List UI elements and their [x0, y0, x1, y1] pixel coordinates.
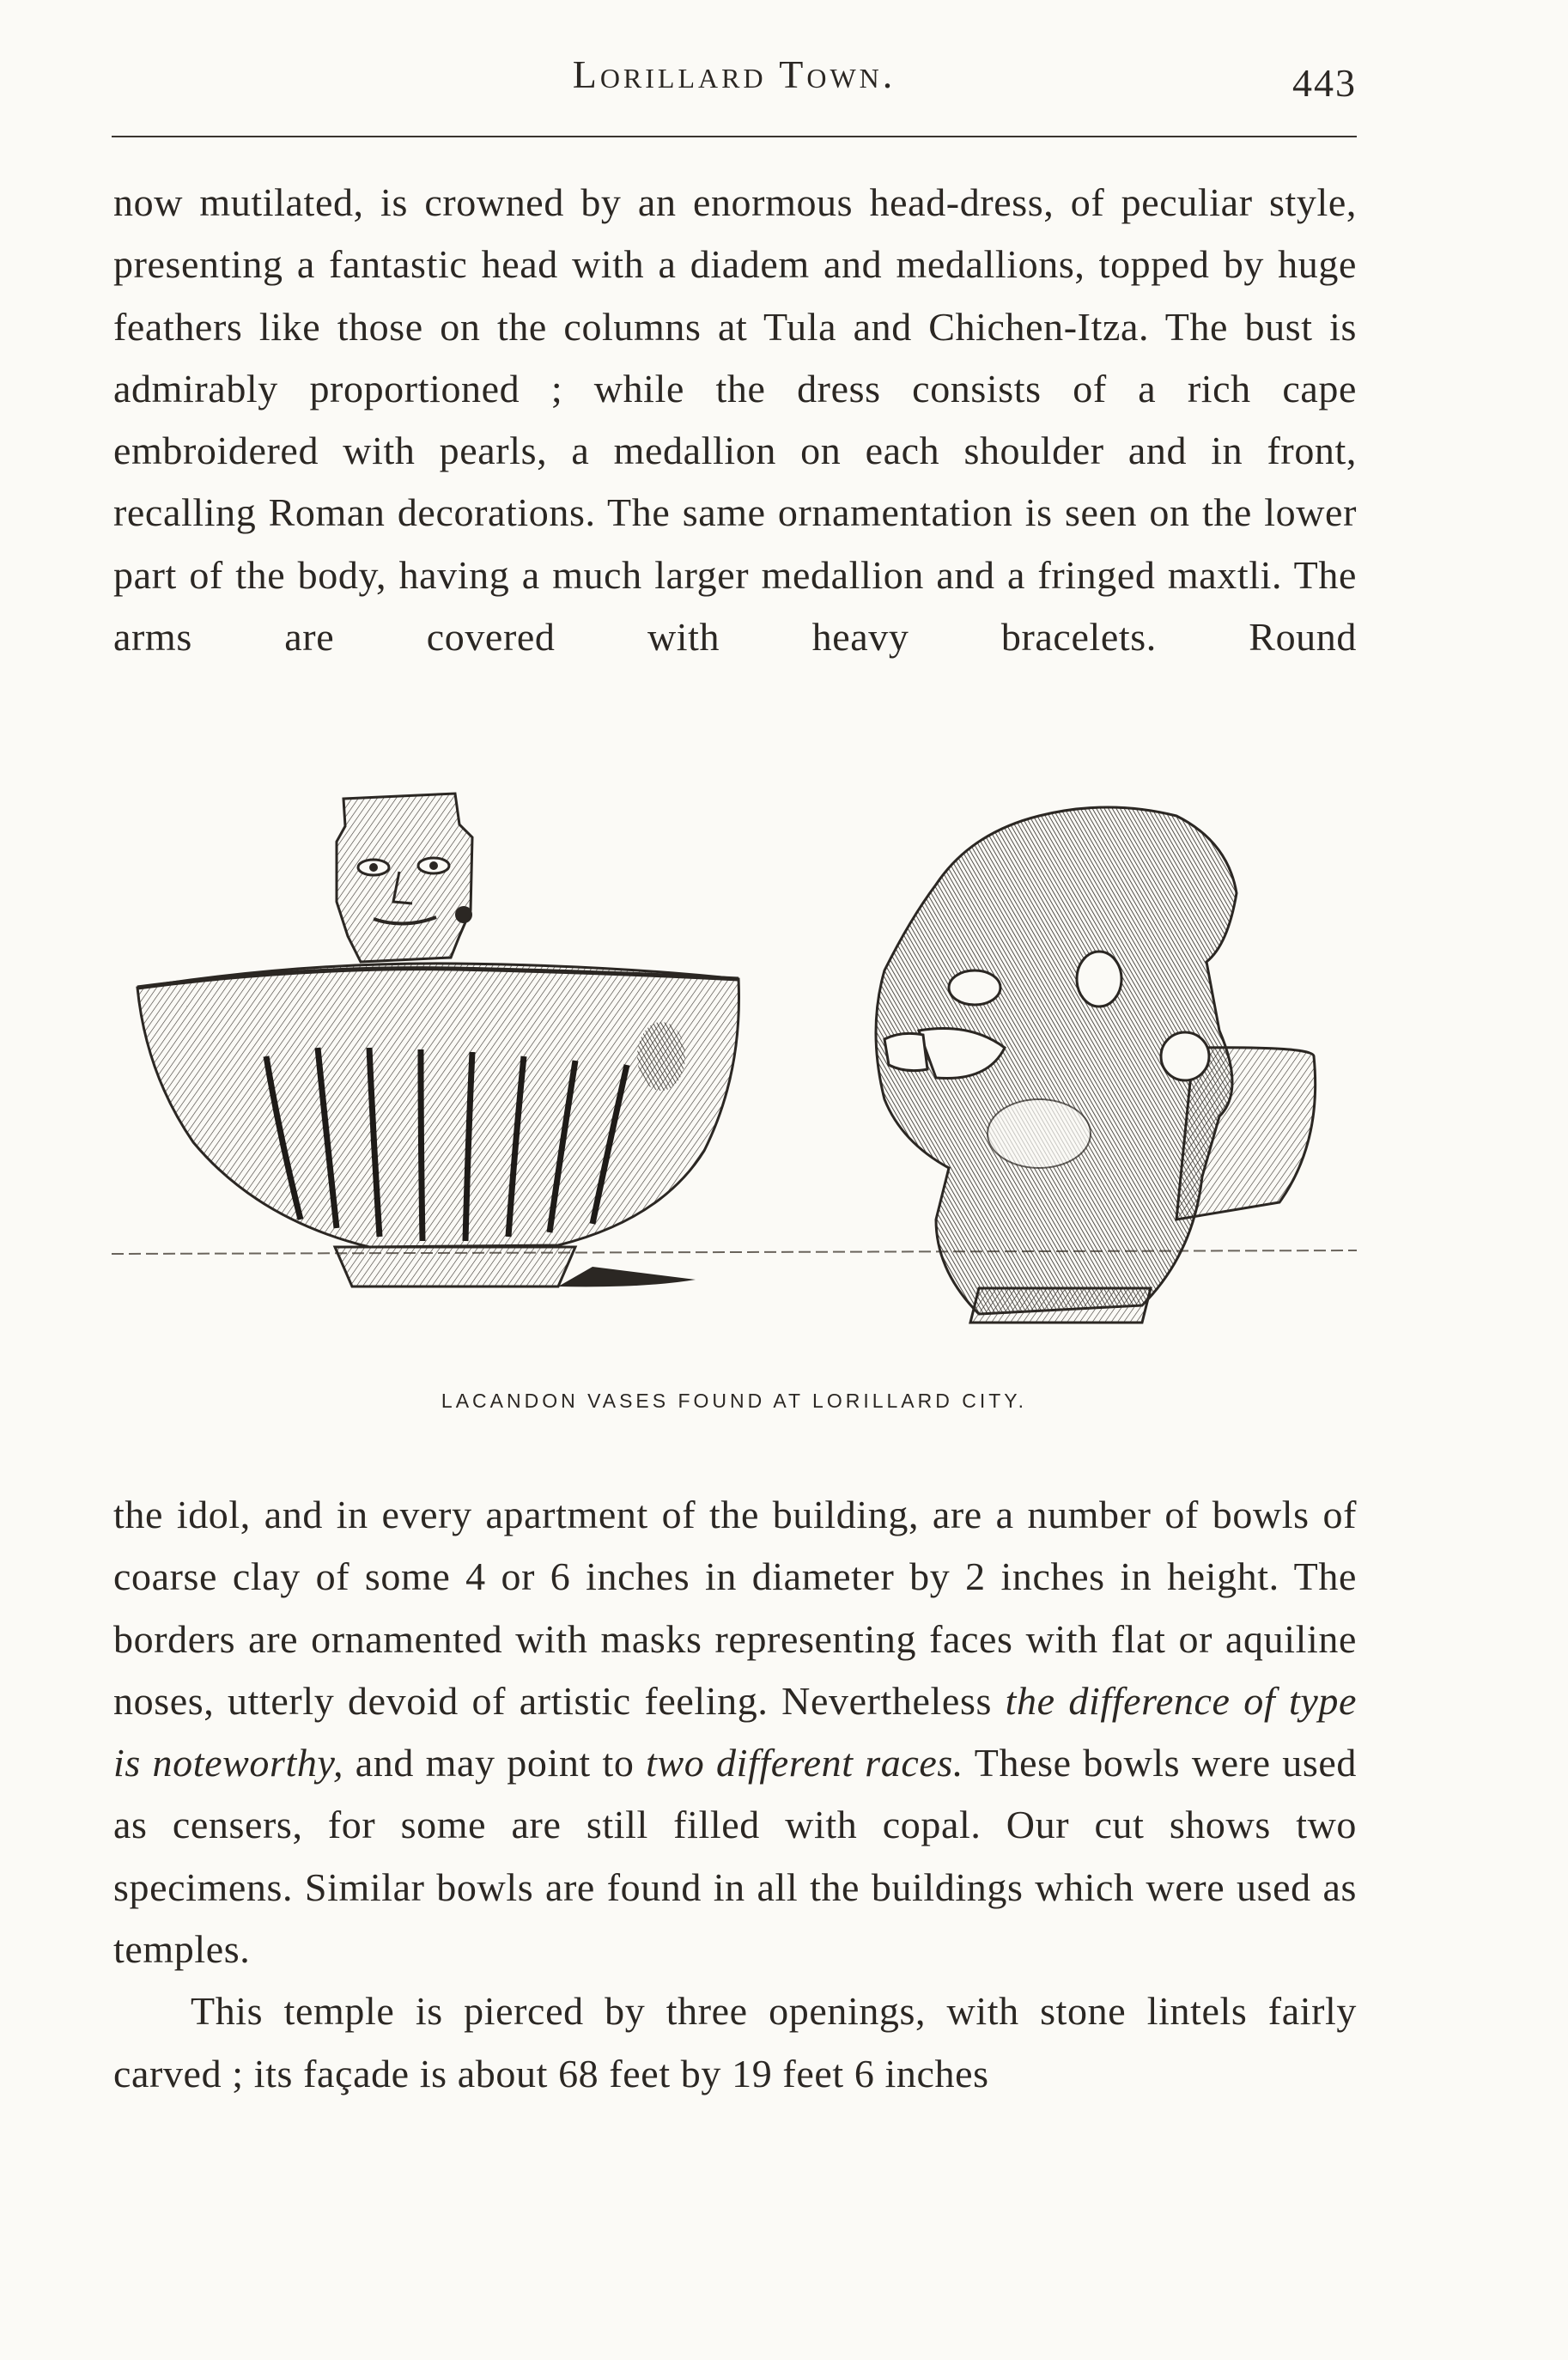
text-run: the idol, and in every apartment of the building, are a number of bowls of coarse clay of some 4 or 6 inches in diameter by 2 inches in height. The borders are ornamented with masks representing faces with flat or aquiline noses, utterly devoid of artistic feeling. Nevertheless	[113, 1493, 1357, 1723]
body-text-top	[113, 172, 1357, 668]
figure-lacandon-vases	[112, 773, 1357, 1412]
text-run: These bowls were used as censers, for some are still filled with copal. Our cut shows two specimens. Similar bowls are found in all the buildings which were used as temples.	[113, 1741, 1357, 1972]
paragraph-bowls	[113, 1484, 1357, 1980]
running-title: Lorillard Town.	[572, 52, 896, 96]
italic-phrase: the difference of type is noteworthy,	[113, 1678, 1357, 1785]
body-text-bottom	[113, 1484, 1357, 2105]
left-vase-drawing	[137, 794, 739, 1286]
text-run: and may point to	[343, 1741, 647, 1785]
figure-caption: LACANDON VASES FOUND AT LORILLARD CITY.	[441, 1390, 1028, 1412]
page-number: 443	[1292, 61, 1357, 105]
italic-phrase: two different races.	[646, 1741, 963, 1785]
right-vase-drawing	[876, 807, 1316, 1323]
paragraph-temple: This temple is pierced by three openings, with stone lintels fairly carved ; its façade is about 68 feet by 19 feet 6 inches	[113, 1989, 1357, 2095]
running-head	[112, 41, 1357, 110]
vases-engraving	[112, 773, 1357, 1374]
header-rule	[112, 136, 1357, 137]
paragraph-continued: now mutilated, is crowned by an enormous head-dress, of peculiar style, presenting a fantastic head with a diadem and medallions, topped by huge feathers like those on the columns at Tula and Chichen-Itza. The bust is admirably proportioned ; while the dress consists of a rich cape embroidered with pearls, a medallion on each shoulder and in front, recalling Roman decorations. The same ornamentation is seen on the lower part of the body, having a much larger medallion and a fringed maxtli. The arms are covered with heavy bracelets. Round	[113, 180, 1357, 660]
